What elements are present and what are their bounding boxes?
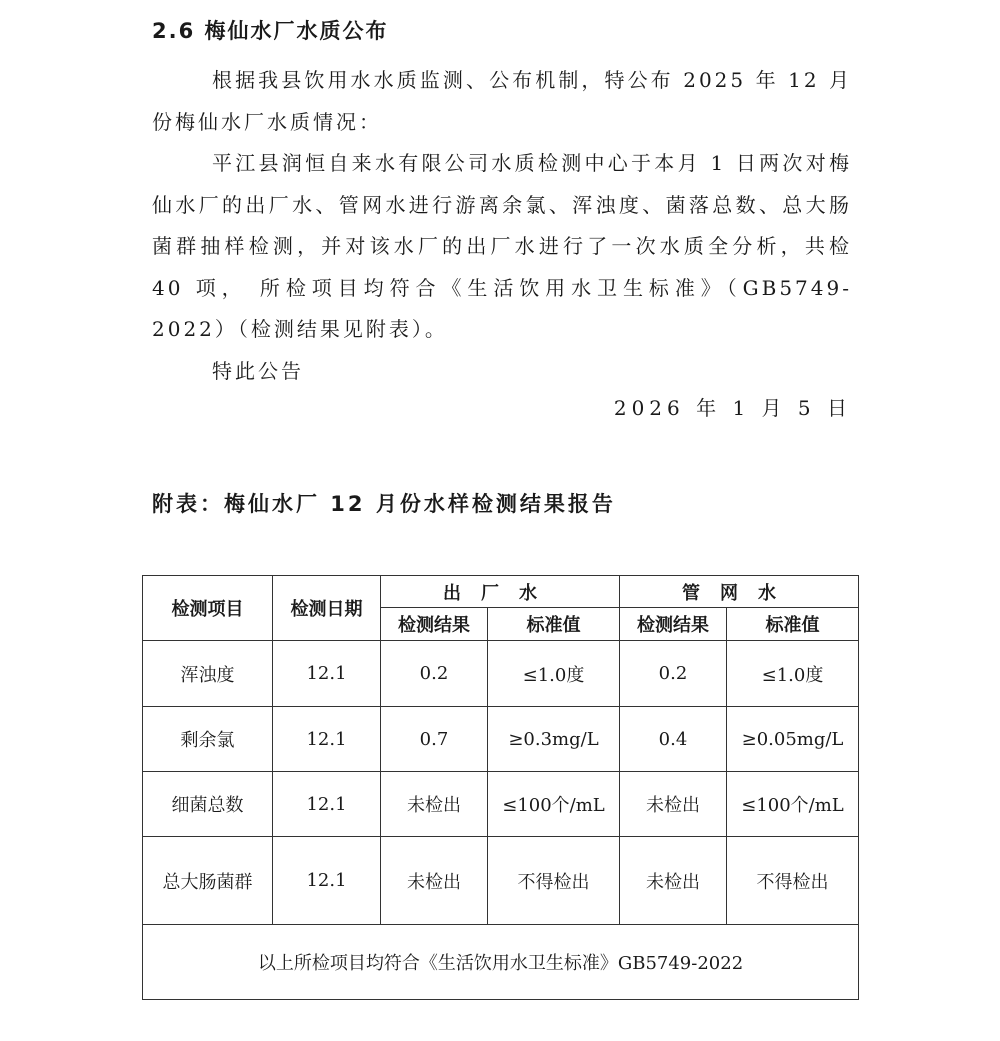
- header-outlet-standard: 标准值: [488, 608, 620, 641]
- cell-network-result: 未检出: [620, 837, 727, 925]
- cell-network-standard: 不得检出: [727, 837, 859, 925]
- cell-outlet-standard: ≤100个/mL: [488, 772, 620, 837]
- header-outlet-water: 出厂水: [381, 576, 620, 608]
- table-row: [143, 641, 859, 707]
- table-row: [143, 707, 859, 772]
- cell-outlet-standard: 不得检出: [488, 837, 620, 925]
- announcement-paragraph-2: [152, 143, 852, 392]
- cell-date: 12.1: [273, 641, 381, 707]
- table-footer-row: [143, 925, 859, 1000]
- cell-outlet-result: 0.7: [381, 707, 488, 772]
- notice-text: 特此公告: [212, 358, 304, 383]
- cell-outlet-standard: ≤1.0度: [488, 641, 620, 707]
- cell-item: 剩余氯: [143, 707, 273, 772]
- cell-item: 细菌总数: [143, 772, 273, 837]
- results-table: [142, 575, 859, 1000]
- cell-network-result: 0.2: [620, 641, 727, 707]
- cell-network-standard: ≤1.0度: [727, 641, 859, 707]
- cell-network-result: 0.4: [620, 707, 727, 772]
- paragraph-text: 平江县润恒自来水有限公司水质检测中心于本月 1 日两次对梅仙水厂的出厂水、管网水进行游离余氯、浑浊度、菌落总数、总大肠菌群抽样检测，并对该水厂的出厂水进行了一次水质全分析，共检 40 项， 所检项目均符合《生活饮用水卫生标准》（GB5749-2022）（检测结果见附表）。: [152, 151, 852, 341]
- cell-outlet-result: 未检出: [381, 772, 488, 837]
- cell-network-result: 未检出: [620, 772, 727, 837]
- header-item: 检测项目: [143, 576, 273, 641]
- paragraph-text: 根据我县饮用水水质监测、公布机制，特公布 2025 年 12 月份梅仙水厂水质情况：: [152, 68, 852, 134]
- table-row: [143, 772, 859, 837]
- cell-item: 浑浊度: [143, 641, 273, 707]
- cell-network-standard: ≥0.05mg/L: [727, 707, 859, 772]
- header-network-standard: 标准值: [727, 608, 859, 641]
- table-footer-note: 以上所检项目均符合《生活饮用水卫生标准》GB5749-2022: [143, 925, 859, 1000]
- table-title: 附表：梅仙水厂 12 月份水样检测结果报告: [152, 492, 616, 516]
- cell-outlet-result: 0.2: [381, 641, 488, 707]
- section-title: 2.6 梅仙水厂水质公布: [152, 19, 389, 43]
- cell-network-standard: ≤100个/mL: [727, 772, 859, 837]
- announcement-date: 2026 年 1 月 5 日: [613, 396, 852, 420]
- header-network-result: 检测结果: [620, 608, 727, 641]
- cell-date: 12.1: [273, 707, 381, 772]
- table-header-row: [143, 576, 859, 608]
- cell-date: 12.1: [273, 772, 381, 837]
- announcement-paragraph-1: [152, 60, 852, 143]
- header-outlet-result: 检测结果: [381, 608, 488, 641]
- cell-item: 总大肠菌群: [143, 837, 273, 925]
- header-date: 检测日期: [273, 576, 381, 641]
- header-network-water: 管网水: [620, 576, 859, 608]
- cell-date: 12.1: [273, 837, 381, 925]
- table-row: [143, 837, 859, 925]
- cell-outlet-standard: ≥0.3mg/L: [488, 707, 620, 772]
- cell-outlet-result: 未检出: [381, 837, 488, 925]
